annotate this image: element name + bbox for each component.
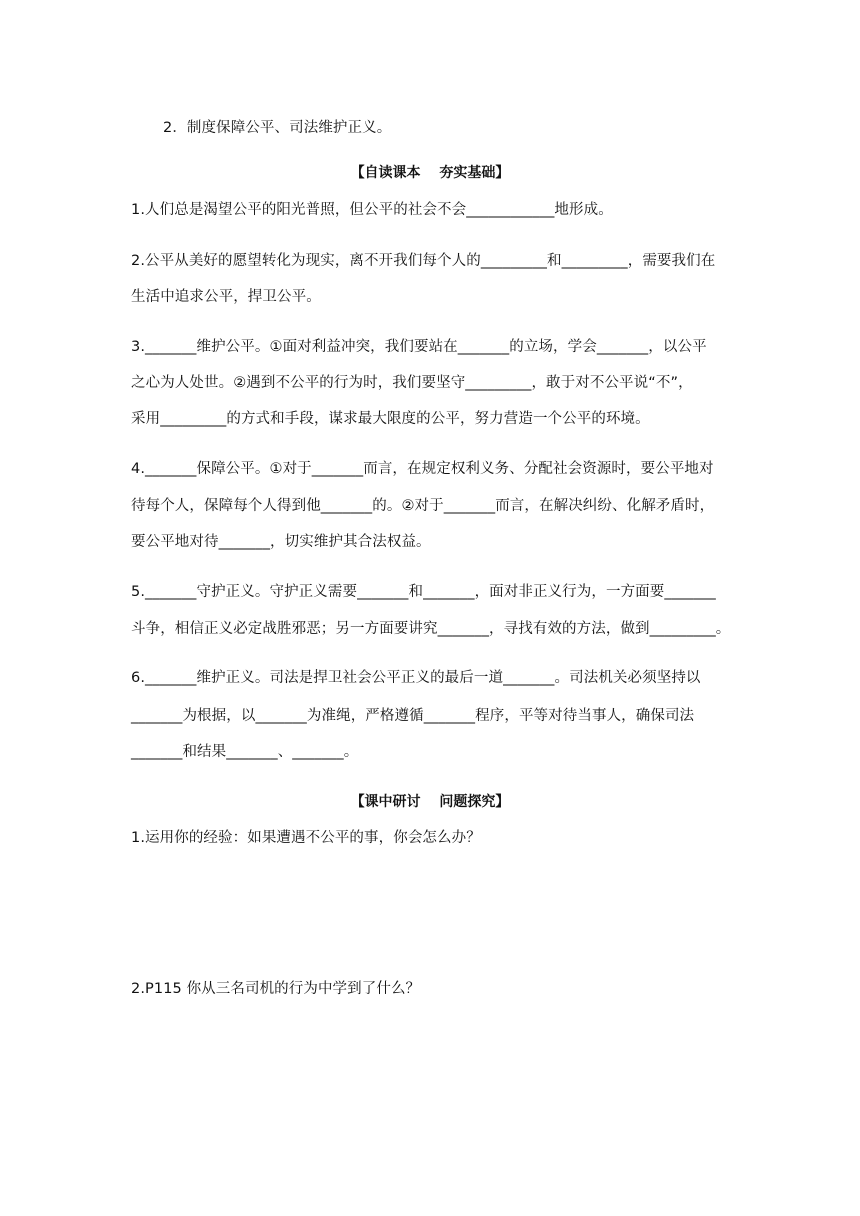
intro-line: 2．制度保障公平、司法维护正义。 — [163, 120, 392, 136]
section-heading-discussion: 【课中研讨 问题探究】 — [350, 794, 510, 810]
question-5-line-1: 5._______守护正义。守护正义需要_______和_______，面对非正义行为，一方面要_______ — [131, 584, 716, 600]
question-3-line-2: 之心为人处世。②遇到不公平的行为时，我们要坚守_________，敢于对不公平说“不”， — [131, 375, 693, 391]
question-4-line-3: 要公平地对待_______，切实维护其合法权益。 — [131, 534, 431, 550]
question-2-line-1: 2.公平从美好的愿望转化为现实，离不开我们每个人的_________和_________，需要我们在 — [131, 253, 716, 269]
question-6-line-1: 6._______维护正义。司法是捍卫社会公平正义的最后一道_______。司法机关必须坚持以 — [131, 670, 701, 686]
question-5-line-2: 斗争，相信正义必定战胜邪恶；另一方面要讲究_______，寻找有效的方法，做到_________。 — [131, 621, 731, 637]
section-heading-self-study: 【自读课本 夯实基础】 — [350, 165, 510, 181]
discussion-question-1: 1.运用你的经验：如果遭遇不公平的事，你会怎么办？ — [131, 830, 481, 846]
question-1: 1.人们总是渴望公平的阳光普照，但公平的社会不会____________地形成。 — [131, 202, 613, 218]
question-2-line-2: 生活中追求公平，捍卫公平。 — [131, 289, 321, 305]
question-3-line-1: 3._______维护公平。①面对利益冲突，我们要站在_______的立场，学会_______，以公平 — [131, 339, 707, 355]
question-6-line-3: _______和结果_______、_______。 — [131, 744, 359, 760]
question-4-line-2: 待每个人，保障每个人得到他_______的。②对于_______而言，在解决纠纷、化解矛盾时， — [131, 498, 715, 514]
question-4-line-1: 4._______保障公平。①对于_______而言，在规定权利义务、分配社会资源时，要公平地对 — [131, 461, 714, 477]
discussion-question-2: 2.P115 你从三名司机的行为中学到了什么？ — [131, 981, 421, 997]
question-6-line-2: _______为根据，以_______为准绳，严格遵循_______程序，平等对待当事人，确保司法 — [131, 708, 695, 724]
question-3-line-3: 采用_________的方式和手段，谋求最大限度的公平，努力营造一个公平的环境。 — [131, 411, 650, 427]
